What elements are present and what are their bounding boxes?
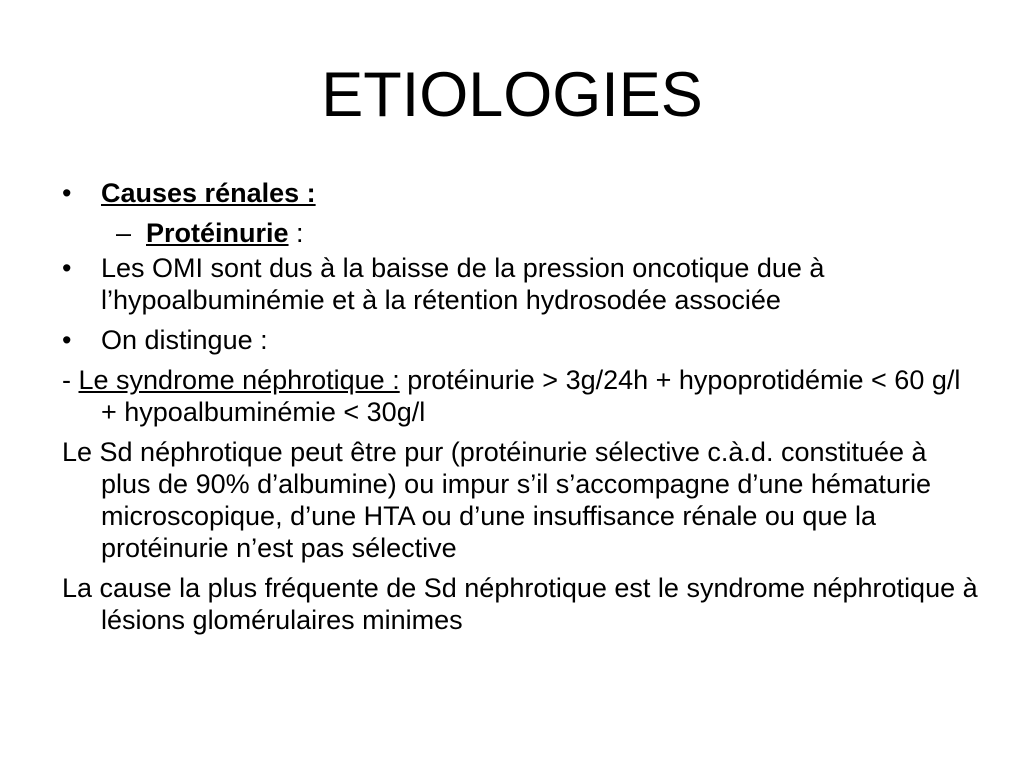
syndrome-nephrotique-term: Le syndrome néphrotique : [78, 365, 400, 395]
cause-frequente-text: La cause la plus fréquente de Sd néphrotique est le syndrome néphrotique à lésions glomérulaires minimes [62, 573, 978, 635]
syndrome-definition: protéinurie > 3g/24h + hypoprotidémie < 60 g/l + hypoalbuminémie < 30g/l [101, 365, 961, 427]
paragraph-syndrome-nephrotique [62, 364, 982, 428]
bullet-omi [62, 252, 982, 316]
syndrome-prefix: - [62, 365, 79, 395]
slide-body [62, 177, 982, 644]
slide-title: ETIOLOGIES [321, 60, 703, 130]
sd-pur-impur-text: Le Sd néphrotique peut être pur (protéinurie sélective c.à.d. constituée à plus de 90% d’albumine) ou impur s’il s’accompagne d’une hématurie microscopique, d’une HTA ou d’une insuffisance rénale ou que la protéinurie n’est pas sélective [62, 437, 931, 563]
sub-bullet-proteinurie [62, 217, 982, 249]
causes-renales-heading: Causes rénales : [101, 178, 316, 208]
on-distingue-text: On distingue : [101, 325, 268, 355]
bullet-marker: • [62, 178, 72, 208]
proteinurie-suffix: : [288, 218, 304, 248]
bullet-marker: • [62, 325, 72, 355]
proteinurie-heading: Protéinurie [146, 218, 289, 248]
bullet-on-distingue [62, 324, 982, 356]
bullet-causes-renales [62, 177, 982, 209]
dash-marker: – [116, 218, 132, 248]
omi-text: Les OMI sont dus à la baisse de la pression oncotique due à l’hypoalbuminémie et à la rétention hydrosodée associée [101, 253, 825, 315]
bullet-marker: • [62, 253, 72, 283]
paragraph-cause-frequente [62, 572, 982, 636]
paragraph-sd-pur-impur [62, 436, 982, 564]
